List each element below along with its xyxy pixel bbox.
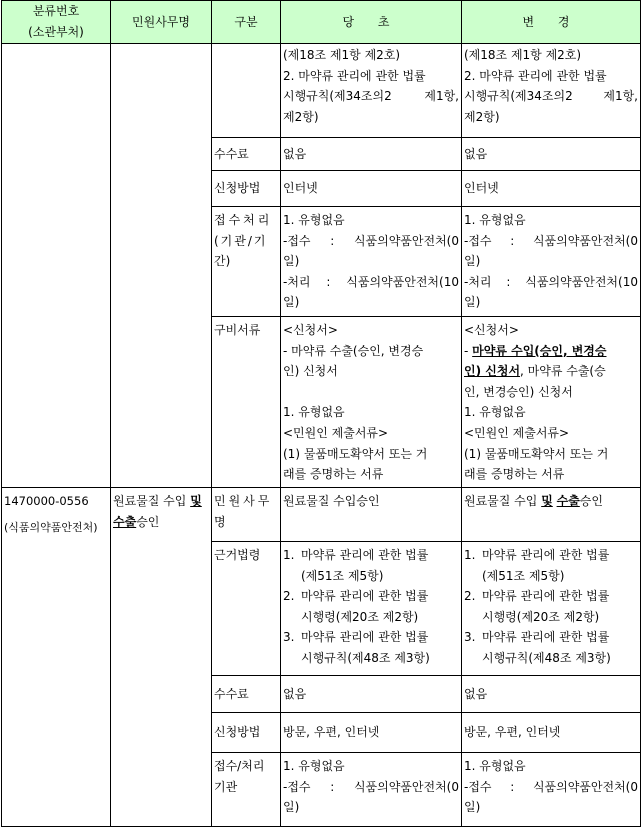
text-span-bold: 및 bbox=[190, 494, 202, 508]
header-before: 당 초 bbox=[281, 1, 462, 44]
category-processing bbox=[212, 207, 281, 317]
text-line bbox=[113, 491, 209, 512]
text-line: 접수/처리 bbox=[214, 759, 265, 773]
text-span: -처리 bbox=[283, 274, 311, 289]
spacer bbox=[283, 382, 459, 403]
category-cell-empty bbox=[212, 44, 281, 138]
category-service-name bbox=[212, 488, 281, 542]
item-text bbox=[482, 586, 609, 627]
text-line: <신청서> bbox=[283, 323, 338, 337]
text-span: 제1항, bbox=[603, 89, 638, 104]
text-line: 기관 bbox=[214, 779, 238, 794]
item-text bbox=[301, 627, 430, 668]
text-span: -접수 bbox=[283, 233, 311, 248]
list-item bbox=[283, 586, 459, 627]
text-span: 식품의약품안전처(0 bbox=[532, 779, 638, 794]
list-item bbox=[283, 627, 459, 668]
text-line: (1) 물품매도확약서 또는 거 bbox=[283, 446, 428, 461]
fee-after: 없음 bbox=[462, 676, 641, 713]
processing-before bbox=[281, 753, 462, 827]
item-number: 3. bbox=[464, 630, 476, 645]
text-line bbox=[464, 272, 638, 293]
text-line: 일) bbox=[464, 295, 481, 310]
text-span-bold: 마약류 수입(승인, 변경승 bbox=[472, 343, 607, 358]
header-classification bbox=[2, 1, 111, 44]
text-line: 간) bbox=[214, 254, 231, 269]
text-span: : bbox=[330, 779, 335, 794]
text-line bbox=[464, 777, 638, 798]
text-line bbox=[283, 272, 459, 293]
text-line: <신청서> bbox=[464, 323, 519, 337]
service-cell-empty bbox=[111, 44, 212, 488]
list-item bbox=[464, 586, 638, 627]
text-line: 마약류 관리에 관한 법률 bbox=[301, 548, 429, 562]
text-line: 1. 유형없음 bbox=[283, 213, 345, 227]
basis-after bbox=[462, 542, 641, 676]
text-line bbox=[464, 361, 638, 382]
processing-after bbox=[462, 753, 641, 827]
documents-before bbox=[281, 317, 462, 488]
text-line: 인, 변경승인) 신청서 bbox=[464, 384, 573, 399]
method-before: 인터넷 bbox=[281, 171, 462, 207]
text-line bbox=[113, 512, 209, 533]
text-line: 제2항) bbox=[283, 109, 319, 124]
text-line: 2. 마약류 관리에 관한 법률 bbox=[464, 68, 607, 83]
text-line: 시행규칙(제48조 제3항) bbox=[301, 650, 430, 665]
header-classification-line: (소관부처) bbox=[28, 25, 84, 39]
category-basis: 근거법령 bbox=[212, 542, 281, 676]
text-span: 제1항, bbox=[424, 89, 459, 104]
text-line bbox=[464, 231, 638, 252]
text-line: 1. 유형없음 bbox=[464, 405, 526, 420]
documents-after bbox=[462, 317, 641, 488]
text-span: 원료물질 수입 bbox=[113, 494, 191, 508]
text-line: 명 bbox=[214, 514, 226, 529]
item-number: 1. bbox=[283, 548, 295, 562]
text-span: -접수 bbox=[464, 233, 492, 248]
text-line bbox=[283, 777, 459, 798]
text-line: <민원인 제출서류> bbox=[464, 425, 570, 440]
text-line bbox=[464, 341, 638, 362]
text-span: 시행규칙(제34조의2 bbox=[283, 89, 392, 104]
list-item bbox=[464, 545, 638, 586]
text-span: , 마약류 수출(승 bbox=[520, 364, 606, 379]
text-line: 일) bbox=[464, 254, 481, 269]
text-line: 1. 유형없음 bbox=[283, 405, 345, 420]
processing-after bbox=[462, 207, 641, 317]
text-span-bold: 및 bbox=[541, 494, 553, 508]
text-line: 제2항) bbox=[464, 109, 500, 124]
text-line: 접수처리 bbox=[214, 213, 273, 227]
text-line: 래를 증명하는 서류 bbox=[464, 467, 565, 482]
item-text bbox=[482, 627, 611, 668]
text-span: 원료물질 수입 bbox=[464, 494, 542, 508]
category-fee: 수수료 bbox=[212, 138, 281, 171]
table-row bbox=[2, 488, 641, 542]
method-after: 방문, 우편, 인터넷 bbox=[462, 713, 641, 753]
text-line: 1. 유형없음 bbox=[283, 759, 345, 773]
ministry: (식품의약품안전처) bbox=[4, 520, 98, 534]
text-span: 시행규칙(제34조의2 bbox=[464, 89, 573, 104]
item-number: 2. bbox=[464, 589, 476, 604]
text-line: 시행령(제20조 제2항) bbox=[482, 609, 600, 624]
list-item bbox=[283, 545, 459, 586]
text-line: (제51조 제5항) bbox=[482, 568, 565, 583]
text-span: 식품의약품안전처(10 bbox=[346, 274, 459, 289]
text-span: 식품의약품안전처(0 bbox=[532, 233, 638, 248]
item-number: 1. bbox=[464, 548, 476, 562]
item-text bbox=[301, 586, 428, 627]
text-span: 승인 bbox=[579, 494, 603, 508]
text-line bbox=[283, 231, 459, 252]
text-line: 민원사무 bbox=[214, 494, 273, 508]
text-span: : bbox=[510, 779, 515, 794]
text-line: 일) bbox=[283, 254, 300, 269]
text-line: 마약류 관리에 관한 법률 bbox=[482, 589, 610, 604]
item-text bbox=[301, 545, 428, 586]
item-text bbox=[482, 545, 609, 586]
law-before bbox=[281, 44, 462, 138]
text-span: 식품의약품안전처(0 bbox=[353, 233, 459, 248]
category-processing bbox=[212, 753, 281, 827]
category-method: 신청방법 bbox=[212, 171, 281, 207]
text-line: 마약류 관리에 관한 법률 bbox=[482, 630, 610, 645]
method-after: 인터넷 bbox=[462, 171, 641, 207]
text-line: 일) bbox=[464, 800, 481, 815]
text-line bbox=[464, 491, 638, 512]
header-service-name: 민원사무명 bbox=[111, 1, 212, 44]
header-row bbox=[2, 1, 641, 44]
law-after bbox=[462, 44, 641, 138]
category-documents: 구비서류 bbox=[212, 317, 281, 488]
list-item bbox=[464, 627, 638, 668]
text-line: (기관/기 bbox=[214, 233, 268, 248]
text-span: 식품의약품안전처(10 bbox=[525, 274, 638, 289]
text-span-bold: 수출 bbox=[113, 514, 137, 529]
classification-cell-empty bbox=[2, 44, 111, 488]
text-line: 시행규칙(제48조 제3항) bbox=[482, 650, 611, 665]
item-number: 2. bbox=[283, 589, 295, 604]
text-span-bold: 인) 신청서 bbox=[464, 364, 521, 379]
text-line: 마약류 관리에 관한 법률 bbox=[482, 548, 610, 562]
table-row bbox=[2, 44, 641, 138]
text-line: - 마약류 수출(승인, 변경승 bbox=[283, 343, 424, 358]
text-span: : bbox=[506, 274, 511, 289]
header-category: 구분 bbox=[212, 1, 281, 44]
basis-before bbox=[281, 542, 462, 676]
text-span: -처리 bbox=[464, 274, 492, 289]
name-after bbox=[462, 488, 641, 542]
text-span: : bbox=[326, 274, 331, 289]
text-line bbox=[464, 86, 638, 107]
text-span: -접수 bbox=[464, 779, 492, 794]
text-line: 1. 유형없음 bbox=[464, 759, 526, 773]
text-span: : bbox=[330, 233, 335, 248]
text-span: -접수 bbox=[283, 779, 311, 794]
text-line: 인) 신청서 bbox=[283, 364, 338, 379]
text-line: 마약류 관리에 관한 법률 bbox=[301, 589, 429, 604]
fee-before: 없음 bbox=[281, 676, 462, 713]
text-span: 식품의약품안전처(0 bbox=[353, 779, 459, 794]
classification-cell bbox=[2, 488, 111, 827]
fee-after: 없음 bbox=[462, 138, 641, 171]
text-line: 래를 증명하는 서류 bbox=[283, 467, 384, 482]
processing-before bbox=[281, 207, 462, 317]
method-before: 방문, 우편, 인터넷 bbox=[281, 713, 462, 753]
text-line: 일) bbox=[283, 295, 300, 310]
text-span-bold: 수출 bbox=[556, 494, 580, 508]
text-span: : bbox=[510, 233, 515, 248]
text-line bbox=[283, 86, 459, 107]
item-number: 3. bbox=[283, 630, 295, 645]
header-classification-line: 분류번호 bbox=[32, 4, 80, 19]
text-span: - bbox=[464, 343, 473, 358]
text-line: (제18조 제1항 제2호) bbox=[283, 48, 401, 62]
text-line: 2. 마약류 관리에 관한 법률 bbox=[283, 68, 426, 83]
text-line: (1) 물품매도확약서 또는 거 bbox=[464, 446, 609, 461]
name-before: 원료물질 수입승인 bbox=[281, 488, 462, 542]
header-after: 변 경 bbox=[462, 1, 641, 44]
text-line: (제51조 제5항) bbox=[301, 568, 384, 583]
comparison-table bbox=[1, 0, 641, 827]
text-line: 1. 유형없음 bbox=[464, 213, 526, 227]
text-line: (제18조 제1항 제2호) bbox=[464, 48, 582, 62]
text-line: <민원인 제출서류> bbox=[283, 425, 389, 440]
text-span: 승인 bbox=[136, 514, 160, 529]
category-method: 신청방법 bbox=[212, 713, 281, 753]
classification-code: 1470000-0556 bbox=[4, 494, 89, 508]
text-line: 시행령(제20조 제2항) bbox=[301, 609, 419, 624]
text-line: 마약류 관리에 관한 법률 bbox=[301, 630, 429, 645]
fee-before: 없음 bbox=[281, 138, 462, 171]
text-line: 일) bbox=[283, 800, 300, 815]
category-fee: 수수료 bbox=[212, 676, 281, 713]
service-cell bbox=[111, 488, 212, 827]
